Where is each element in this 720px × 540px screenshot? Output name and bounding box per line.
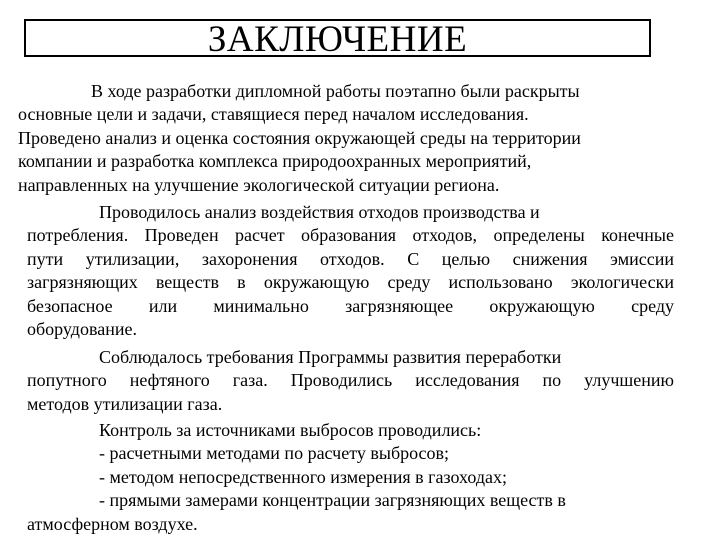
paragraph-line: - расчетными методами по расчету выбросов; <box>99 443 450 464</box>
title-frame <box>24 19 651 60</box>
paragraph-line: Контроль за источниками выбросов проводились: <box>99 420 482 440</box>
paragraph-line: Соблюдалось требования Программы развития переработки <box>99 347 562 367</box>
paragraph-line: компании и разработка комплекса природоохранных мероприятий, <box>18 151 532 172</box>
paragraph-2 <box>27 201 674 341</box>
page-title: ЗАКЛЮЧЕНИЕ <box>207 19 468 60</box>
paragraph-line: - прямыми замерами концентрации загрязняющих веществ в <box>99 490 566 511</box>
paragraph-line: попутного нефтяного газа. Проводились исследования по улучшению <box>27 370 674 391</box>
paragraph-line: методов утилизации газа. <box>27 393 223 414</box>
paragraph-line: безопасное или минимально загрязняющее окружающую среду <box>27 295 674 316</box>
paragraph-line: направленных на улучшение экологической ситуации региона. <box>18 174 500 195</box>
paragraph-line: Проведено анализ и оценка состояния окружающей среды на территории <box>18 127 581 148</box>
paragraph-1 <box>18 80 678 197</box>
paragraph-line: пути утилизации, захоронения отходов. С целью снижения эмиссии <box>27 248 674 269</box>
paragraph-line: атмосферном воздухе. <box>27 513 198 534</box>
paragraph-line: основные цели и задачи, ставящиеся перед началом исследования. <box>18 104 529 125</box>
paragraph-3 <box>27 346 674 416</box>
paragraph-line: потребления. Проведен расчет образования отходов, определены конечные <box>27 225 674 246</box>
paragraph-line: оборудование. <box>27 318 137 339</box>
paragraph-line: Проводилось анализ воздействия отходов производства и <box>99 202 540 222</box>
paragraph-line: загрязняющих веществ в окружающую среду использовано экологически <box>27 272 674 293</box>
paragraph-4 <box>27 419 674 536</box>
paragraph-line: - методом непосредственного измерения в газоходах; <box>99 466 508 487</box>
paragraph-line: В ходе разработки дипломной работы поэтапно были раскрыты <box>91 81 580 101</box>
